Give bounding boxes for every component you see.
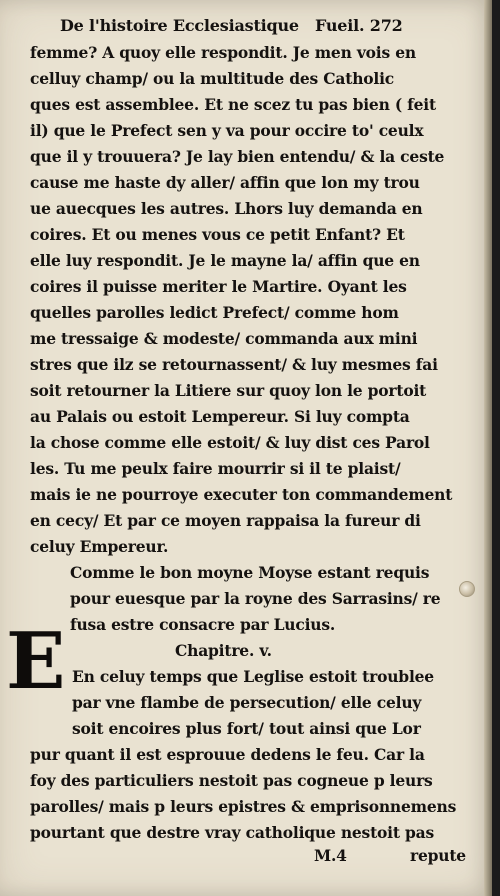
text-line: coires. Et ou menes vous ce petit Enfant? Et — [30, 225, 405, 244]
text-line: soit retourner la Litiere sur quoy lon le portoit — [30, 381, 427, 400]
text-line: quelles parolles ledict Prefect/ comme hom — [30, 303, 399, 322]
text-line: cause me haste dy aller/ affin que lon my trou — [30, 173, 420, 192]
text-line: par vne flambe de persecution/ elle celuy — [72, 693, 422, 712]
drop-cap-initial: E — [6, 616, 66, 707]
text-line: stres que ilz se retournassent/ & luy mesmes fai — [30, 355, 438, 374]
text-line: femme? A quoy elle respondit. Je men vois en — [30, 43, 416, 62]
chapter-title: Chapitre. v. — [175, 641, 272, 660]
text-line: parolles/ mais p leurs epistres & emprisonnemens — [30, 797, 457, 816]
text-line: ue auecques les autres. Lhors luy demanda en — [30, 199, 423, 218]
summary-line: fusa estre consacre par Lucius. — [70, 615, 336, 634]
text-line: ques est assemblee. Et ne scez tu pas bien ( feit — [30, 95, 436, 114]
running-title: De l'histoire Ecclesiastique — [60, 16, 299, 35]
page-footer — [30, 846, 470, 872]
text-line: coires il puisse meriter le Martire. Oyant les — [30, 277, 407, 296]
text-line: mais ie ne pourroye executer ton commandement — [30, 485, 453, 504]
paragraph-2 — [30, 664, 470, 846]
paragraph-1 — [30, 40, 470, 560]
folio-number: Fueil. 272 — [315, 16, 403, 35]
text-line: que il y trouuera? Je lay bien entendu/ & la ceste — [30, 147, 445, 166]
summary-line: pour euesque par la royne des Sarrasins/ re — [70, 589, 441, 608]
text-line: En celuy temps que Leglise estoit troublee — [72, 667, 434, 686]
text-line: les. Tu me peulx faire mourrir si il te plaist/ — [30, 459, 401, 478]
text-line: pur quant il est esprouue dedens le feu. Car la — [30, 745, 425, 764]
text-line: elle luy respondit. Je le mayne la/ affin que en — [30, 251, 420, 270]
running-header — [30, 6, 470, 40]
summary-line: Comme le bon moyne Moyse estant requis — [70, 563, 430, 582]
page-gutter — [484, 0, 492, 896]
chapter-summary — [30, 560, 470, 638]
text-line: pourtant que destre vray catholique nestoit pas — [30, 823, 435, 842]
text-line: en cecy/ Et par ce moyen rappaisa la fureur di — [30, 511, 421, 530]
text-line: celuy Empereur. — [30, 537, 169, 556]
text-line: foy des particuliers nestoit pas cogneue p leurs — [30, 771, 433, 790]
text-line: il) que le Prefect sen y va pour occire to' ceulx — [30, 121, 424, 140]
text-line: au Palais ou estoit Lempereur. Si luy compta — [30, 407, 410, 426]
text-line: la chose comme elle estoit/ & luy dist ces Parol — [30, 433, 430, 452]
text-line: soit encoires plus fort/ tout ainsi que Lor — [72, 719, 421, 738]
page-text — [30, 6, 470, 872]
text-line: me tressaige & modeste/ commanda aux mini — [30, 329, 418, 348]
catchword: repute — [410, 846, 466, 865]
text-line: celluy champ/ ou la multitude des Catholic — [30, 69, 395, 88]
signature-mark: M.4 — [314, 846, 347, 865]
